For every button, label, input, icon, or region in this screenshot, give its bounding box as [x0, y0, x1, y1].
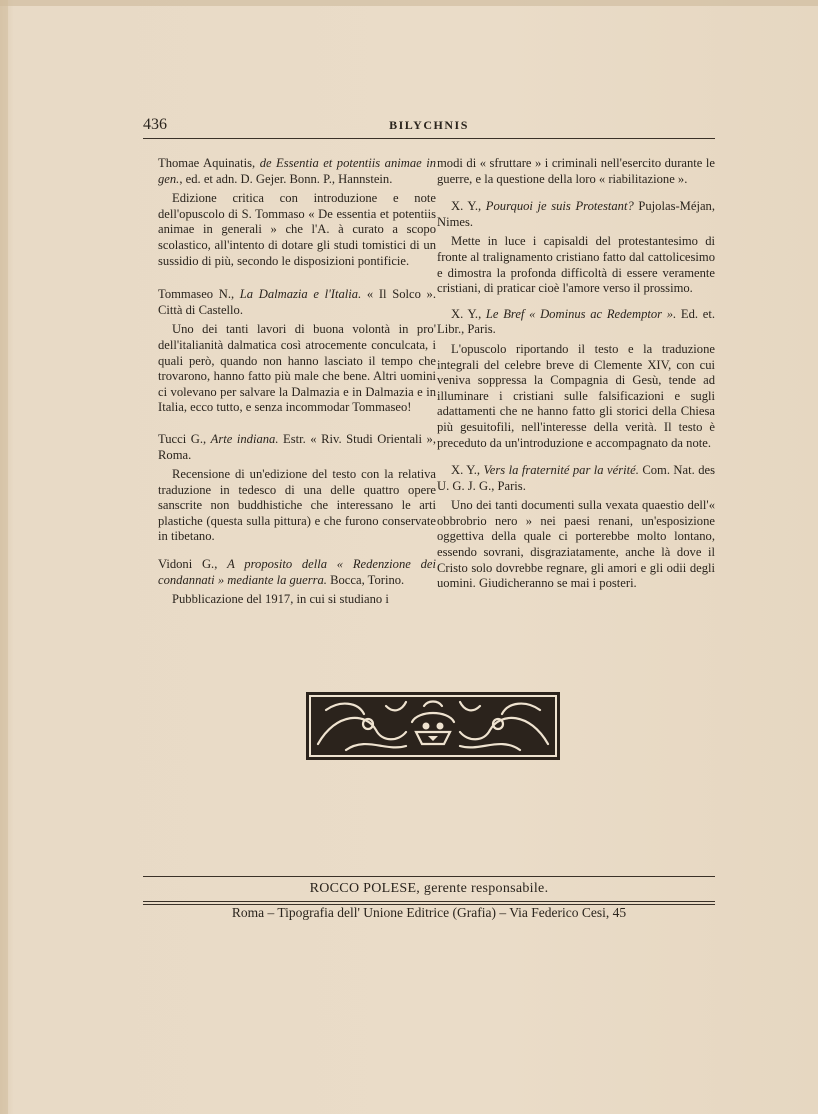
- entry-title: Vers la fraternité par la vérité.: [483, 463, 639, 478]
- entry-reference: [158, 432, 436, 463]
- entry-details: Com. Nat. des U. G. J. G., Paris.: [437, 463, 715, 493]
- entry-author: X. Y.,: [451, 199, 482, 214]
- entry-details: Pujolas-Méjan, Nimes.: [437, 199, 715, 229]
- entry-reference: [158, 156, 436, 187]
- page-edge-left: [0, 0, 8, 1114]
- bibliography-entry-continued: [437, 156, 715, 187]
- bibliography-entry: [437, 463, 715, 592]
- header-rule: [143, 138, 715, 139]
- entry-reference: [158, 557, 436, 588]
- footer-rule: [143, 876, 715, 877]
- entry-reference: [158, 287, 436, 318]
- left-column: [158, 156, 436, 617]
- entry-description: Edizione critica con introduzione e note dell'opuscolo di S. Tommaso « De essentia et potentiis animae in generali » che l'A. à curato a scopo scolastico, all'intento di dotare gli studi tomistici di un sussidio di più, secondo le disposizioni pontificie.: [158, 191, 436, 268]
- page-edge-top: [0, 0, 818, 6]
- footer-rule: [143, 901, 715, 902]
- entry-description: Uno dei tanti documenti sulla vexata quaestio dell'« obbrobrio nero » nei paesi renani, un'esposizione oggettiva della quale ci porterebbe molto lontano, essendo sovrani, disgraziatamente, anche là dove il Cristo solo dovrebbe regnare, gli amori e gli odii degli uomini. Giudicheranno se mai i posteri.: [437, 498, 715, 591]
- entry-title: La Dalmazia e l'Italia.: [239, 287, 362, 302]
- page-number: 436: [143, 116, 167, 133]
- entry-details: « Il Solco ». Città di Castello.: [158, 287, 436, 317]
- entry-description: Pubblicazione del 1917, in cui si studiano i: [172, 592, 389, 607]
- bibliography-entry: [158, 432, 436, 545]
- entry-author: Thomae Aquinatis,: [158, 156, 256, 170]
- entry-title: Le Bref « Dominus ac Redemptor ».: [485, 306, 677, 321]
- entry-description: Uno dei tanti lavori di buona volontà in pro' dell'italianità dalmatica così atrocemente conculcata, i quali però, quando non hanno lasciato il tempo che trovarono, hanno fatto più male che bene. Altri uomini ci volevano per salvare la Dalmazia e in Dalmazia e in Italia, ecco tutto, e senza incommodar Tommaseo!: [158, 322, 436, 415]
- decorative-ornament: [306, 692, 560, 760]
- printer-imprint-line: Roma – Tipografia dell' Unione Editrice (Grafia) – Via Federico Cesi, 45: [231, 905, 627, 920]
- entry-reference: [437, 307, 715, 338]
- bibliography-entry: [158, 557, 436, 608]
- bibliography-entry: [437, 199, 715, 297]
- entry-description: modi di « sfruttare » i criminali nell'esercito durante le guerre, e la questione della loro « riabilitazione ».: [437, 156, 715, 186]
- entry-description: Mette in luce i capisaldi del protestantesimo di fronte al tralignamento cristiano fatto dal cattolicesimo e dimostra la profonda difficoltà di essere veramente cristiani, di praticar cioè l'amore verso il prossimo.: [437, 234, 715, 296]
- bibliography-entry: [437, 307, 715, 451]
- right-column: [437, 156, 715, 601]
- entry-title: A proposito della « Redenzione dei condannati » mediante la guerra.: [158, 557, 436, 587]
- journal-title: BILYCHNIS: [389, 118, 469, 132]
- entry-description: Recensione di un'edizione del testo con la relativa traduzione in tedesco di una delle quattro opere sanscrite non buddhistiche che interessano le arti plastiche (questa sulla pittura) e che furono conservate in tibetano.: [158, 467, 436, 544]
- entry-author: Tommaseo N.,: [158, 287, 235, 302]
- entry-title: Arte indiana.: [210, 431, 279, 446]
- entry-author: X. Y.,: [451, 463, 480, 478]
- entry-author: X. Y.,: [451, 306, 482, 321]
- entry-author: Tucci G.,: [158, 431, 207, 446]
- bibliography-entry: [158, 156, 436, 269]
- bibliography-entry: [158, 287, 436, 416]
- entry-details: Ed. et. Libr., Paris.: [437, 306, 715, 337]
- entry-reference: [437, 463, 715, 494]
- entry-description: L'opuscolo riportando il testo e la traduzione integrali del celebre breve di Clemente XIV, con cui veniva soppressa la Compagnia di Gesù, tende ad illuminare i cristiani sulle falsificazioni e sugli adattamenti che ne hanno fatto gli storici della Chiesa più gesuitofili, nell'interesse della verità. Il testo è preceduto da un'introduzione e accompagnato da note.: [437, 341, 715, 450]
- running-head: [143, 116, 715, 138]
- entry-author: Vidoni G.,: [158, 557, 218, 572]
- entry-details: Bocca, Torino.: [326, 572, 405, 587]
- entry-details: Estr. « Riv. Studi Orientali », Roma.: [158, 431, 436, 462]
- entry-reference: [437, 199, 715, 230]
- entry-title: Pourquoi je suis Protestant?: [485, 199, 634, 214]
- responsible-manager-line: ROCCO POLESE, gerente responsabile.: [309, 881, 549, 896]
- entry-details: , ed. et adn. D. Gejer. Bonn. P., Hannstein.: [179, 171, 393, 186]
- entry-title: de Essentia et potentiis animae in gen.: [158, 156, 437, 186]
